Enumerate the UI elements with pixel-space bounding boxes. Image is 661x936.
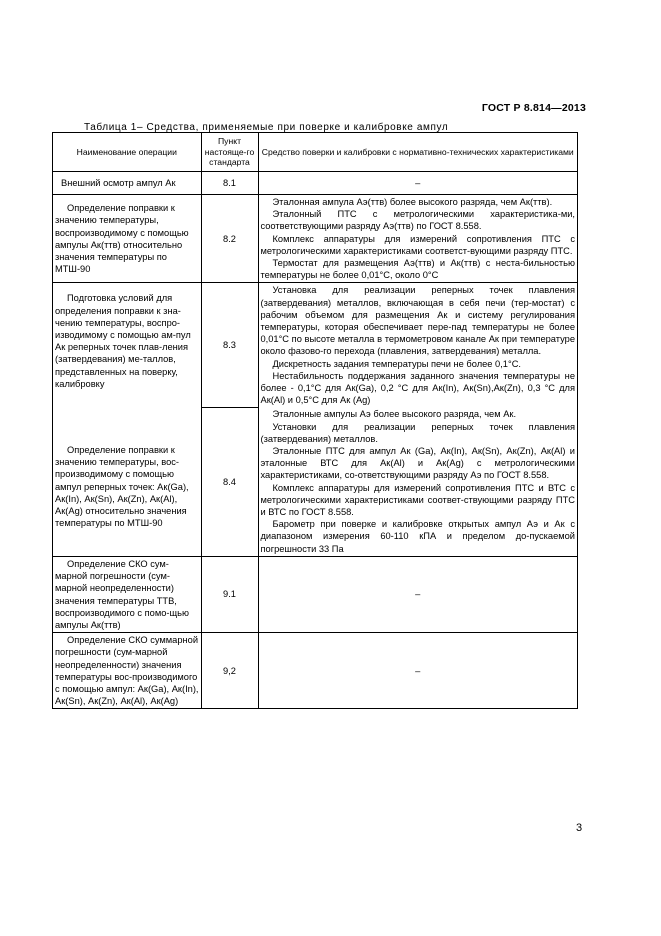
means-item: Установка для реализации реперных точек плавления (затвердевания) металлов, включающая в себя печи (тер-мостат) с рабочим объемом для размещения Ак и систему регулирования температуры, которая обеспечивает пере-пад температуры не более 0,01°С по высоте металла в термометровом канале Ак при температуре около фазово-го перехода (плавления, затвердевания) металла. xyxy=(260,285,575,357)
page-number: 3 xyxy=(576,822,583,834)
means-item: Эталонный ПТС с метрологическими характеристика-ми, соответствующими разряду Аэ(ттв) по ГОСТ 8.558. xyxy=(260,209,575,232)
table-header-row xyxy=(53,133,578,172)
column-header-point: Пункт настояще-го стандарта xyxy=(201,133,258,172)
means-cell: – xyxy=(258,556,578,632)
point-cell: 9.1 xyxy=(201,556,258,632)
means-item: Эталонные ПТС для ампул Ак (Ga), Ак(In), Ак(Sn), Ак(Zn), Ак(Al) и эталонные ВТС для Ак(Al) и Ак(Ag) с метрологическими характеристиками, со-ответствующими разряду Аэ по ГОСТ 8.558. xyxy=(260,446,575,481)
point-cell: 8.1 xyxy=(201,172,258,195)
means-item: Эталонные ампулы Аэ более высокого разряда, чем Ак. xyxy=(272,409,517,420)
means-item: Эталонная ампула Аэ(ттв) более высокого разряда, чем Ак(ттв). xyxy=(272,197,553,207)
operation-cell xyxy=(53,195,202,283)
point-cell: 8.2 xyxy=(201,195,258,283)
point-cell: 9,2 xyxy=(201,633,258,709)
operation-cell xyxy=(53,556,202,632)
means-item: Нестабильность поддержания заданного значения температуры не более - 0,1°С для Ак(Ga), 0,2 °С для Ак(In), Ак(Sn),Ак(Zn), 0,3 °С для Ак(Al) и 0,5°С для Ак (Ag) xyxy=(260,370,575,406)
table-row xyxy=(53,556,578,632)
point-cell: 8.3 xyxy=(201,283,258,408)
means-cell: – xyxy=(258,633,578,709)
operation-text: Определение поправки к значению температуры, воспроизводимому с помощью ампулы Ак(ттв) относительно значения температуры по МТШ-90 xyxy=(55,203,189,275)
means-item: Комплекс аппаратуры для измерений сопротивления ПТС с метрологическими характеристиками соответст-вующими разряду ПТС. xyxy=(260,233,575,256)
means-cell xyxy=(258,283,578,408)
means-item: Термостат для размещения Аэ(ттв) и Ак(ттв) с неста-бильностью температуры не более 0,01°С, около 0°С xyxy=(260,258,575,281)
operation-cell xyxy=(53,172,202,195)
operation-text: Определение поправки к значению температуры, вос-производимому с помощью ампул реперных точек: Ак(Ga), Ак(In), Ак(Sn), Ак(Zn), Ак(Al), Ак(Ag) относительно значения температуры по МТШ-90 xyxy=(55,445,189,529)
table-row xyxy=(53,283,578,408)
operation-text: Определение СКО сум-марной погрешности (сум-марной неопределенности) значения температуры ТТВ, воспроизводимого с помо-щью ампулы Ак(ттв) xyxy=(55,558,189,630)
table-row xyxy=(53,195,578,283)
means-cell xyxy=(258,195,578,283)
means-item: Установки для реализации реперных точек плавления (затвердевания) металлов. xyxy=(260,421,575,444)
operation-cell xyxy=(53,633,202,709)
table-caption: Таблица 1– Средства, применяемые при поверке и калибровке ампул xyxy=(84,122,449,133)
means-cell xyxy=(258,407,578,556)
operation-cell xyxy=(53,283,202,556)
means-item: Барометр при поверке и калибровке открытых ампул Аэ и Ак с диапазоном измерения 60-110 кПА и пределом до-пускаемой погрешности 33 Па xyxy=(260,519,575,554)
operation-text: Внешний осмотр ампул Ак xyxy=(61,177,176,188)
column-header-means: Средство поверки и калибровки с нормативно-технических характеристиками xyxy=(258,133,578,172)
table-row xyxy=(53,633,578,709)
operation-text: Определение СКО суммарной погрешности (сум-марной неопределенности) значения температуры вос-производимого с помощью ампул: Ак(Ga), Ак(In), Ак(Sn), Ак(Zn), Ак(Al), Ак(Ag) xyxy=(55,635,199,707)
means-item: Дискретность задания температуры печи не более 0,1°С. xyxy=(272,358,521,369)
operation-text: Подготовка условий для определения поправки к зна-чению температуры, воспро-изводимому с помощью ам-пул Ак реперных точек плав-ления (затвердевания) ме-таллов, представленных на поверку, калибровку xyxy=(55,293,191,389)
point-cell: 8.4 xyxy=(201,407,258,556)
means-item: Комплекс аппаратуры для измерений сопротивления ПТС и ВТС с метрологическими характеристиками соответ-ствующими разряду ПТС и ВТС по ГОСТ 8.558. xyxy=(260,482,575,518)
verification-means-table xyxy=(52,132,578,709)
means-cell: – xyxy=(258,172,578,195)
column-header-operation: Наименование операции xyxy=(53,133,202,172)
document-code: ГОСТ Р 8.814—2013 xyxy=(481,102,586,114)
table-row xyxy=(53,172,578,195)
